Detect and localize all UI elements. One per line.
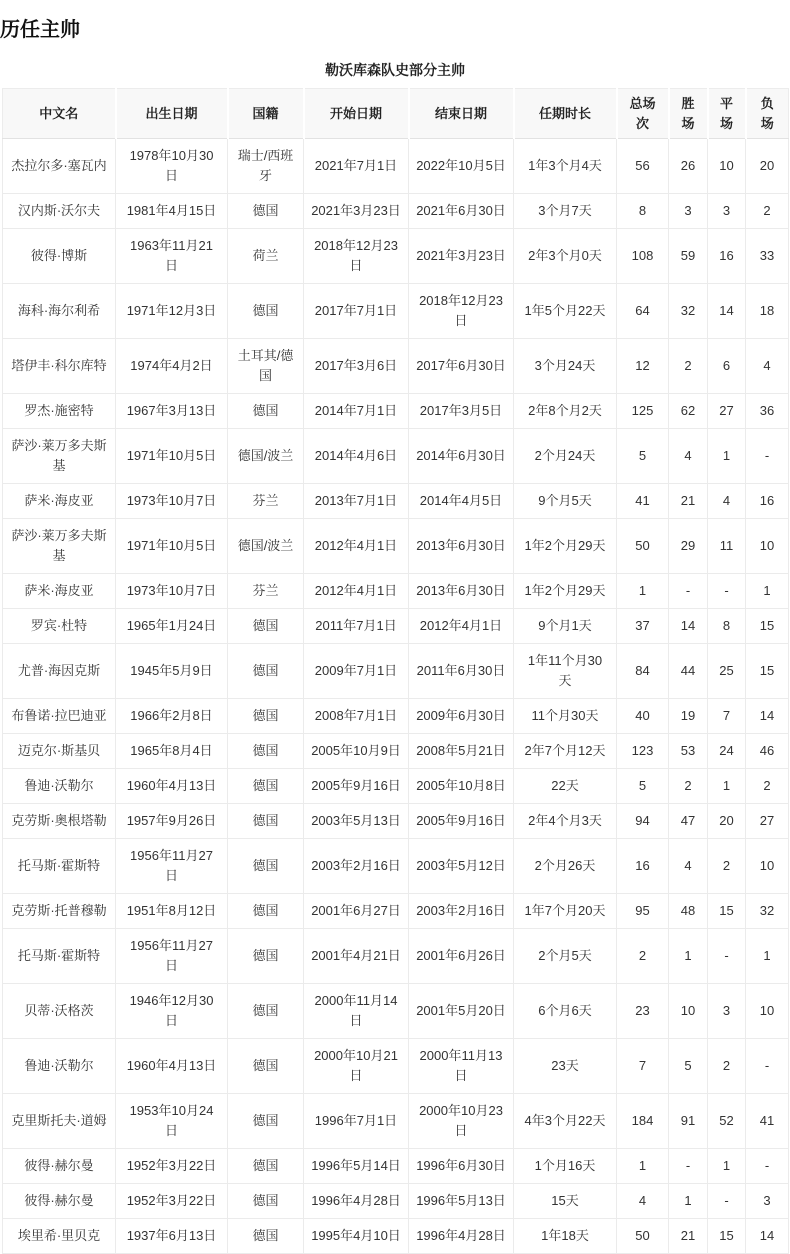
table-cell: 1963年11月21日 — [116, 229, 228, 284]
table-body — [3, 139, 789, 1254]
table-cell: 德国 — [228, 1219, 304, 1254]
table-cell: 鲁迪·沃勒尔 — [3, 1039, 116, 1094]
table-cell: 海科·海尔利希 — [3, 284, 116, 339]
table-cell: 10 — [669, 984, 708, 1039]
table-cell: 25 — [708, 644, 746, 699]
table-row — [3, 229, 789, 284]
table-cell: 1951年8月12日 — [116, 894, 228, 929]
table-cell: 2 — [669, 339, 708, 394]
table-cell: 1965年8月4日 — [116, 734, 228, 769]
table-cell: 3 — [669, 194, 708, 229]
table-cell: 布鲁诺·拉巴迪亚 — [3, 699, 116, 734]
table-cell: 2022年10月5日 — [409, 139, 514, 194]
table-cell: 6个月6天 — [514, 984, 617, 1039]
table-cell: 2013年6月30日 — [409, 574, 514, 609]
table-cell: 2011年6月30日 — [409, 644, 514, 699]
table-cell: 14 — [746, 699, 789, 734]
table-cell: 2017年6月30日 — [409, 339, 514, 394]
table-cell: 15天 — [514, 1184, 617, 1219]
table-cell: 尤普·海因克斯 — [3, 644, 116, 699]
table-cell: 1 — [746, 929, 789, 984]
table-cell: 2005年10月9日 — [304, 734, 409, 769]
table-cell: 2 — [708, 1039, 746, 1094]
table-cell: 29 — [669, 519, 708, 574]
table-cell: 1967年3月13日 — [116, 394, 228, 429]
table-cell: 7 — [617, 1039, 669, 1094]
table-cell: 克里斯托夫·道姆 — [3, 1094, 116, 1149]
table-cell: 10 — [746, 984, 789, 1039]
table-cell: 4 — [617, 1184, 669, 1219]
table-row — [3, 484, 789, 519]
table-cell: 2001年4月21日 — [304, 929, 409, 984]
table-cell: 芬兰 — [228, 484, 304, 519]
table-cell: 德国 — [228, 644, 304, 699]
table-cell: 19 — [669, 699, 708, 734]
table-cell: 14 — [746, 1219, 789, 1254]
table-row — [3, 1039, 789, 1094]
table-cell: 1937年6月13日 — [116, 1219, 228, 1254]
table-cell: 3 — [746, 1184, 789, 1219]
table-cell: 2000年10月23日 — [409, 1094, 514, 1149]
table-cell: 20 — [746, 139, 789, 194]
table-cell: 2018年12月23日 — [409, 284, 514, 339]
table-cell: 1952年3月22日 — [116, 1149, 228, 1184]
table-cell: 芬兰 — [228, 574, 304, 609]
table-cell: 1 — [708, 429, 746, 484]
table-cell: 1957年9月26日 — [116, 804, 228, 839]
table-cell: 德国 — [228, 929, 304, 984]
table-cell: 48 — [669, 894, 708, 929]
table-cell: 22天 — [514, 769, 617, 804]
table-cell: 26 — [669, 139, 708, 194]
table-cell: 荷兰 — [228, 229, 304, 284]
table-cell: 2008年5月21日 — [409, 734, 514, 769]
table-cell: 1996年7月1日 — [304, 1094, 409, 1149]
table-cell: 3个月24天 — [514, 339, 617, 394]
table-cell: 1 — [708, 1149, 746, 1184]
table-cell: 47 — [669, 804, 708, 839]
table-cell: 德国/波兰 — [228, 429, 304, 484]
table-row — [3, 734, 789, 769]
table-cell: 1973年10月7日 — [116, 484, 228, 519]
table-cell: 56 — [617, 139, 669, 194]
table-cell: 9个月1天 — [514, 609, 617, 644]
column-header: 出生日期 — [116, 89, 228, 139]
table-cell: 2 — [708, 839, 746, 894]
table-row — [3, 769, 789, 804]
table-cell: 迈克尔·斯基贝 — [3, 734, 116, 769]
table-row — [3, 139, 789, 194]
table-cell: 8 — [617, 194, 669, 229]
table-cell: 15 — [746, 609, 789, 644]
page — [0, 18, 790, 1243]
table-cell: 德国 — [228, 284, 304, 339]
table-cell: 7 — [708, 699, 746, 734]
table-cell: - — [669, 1149, 708, 1184]
table-cell: 11个月30天 — [514, 699, 617, 734]
table-cell: 1956年11月27日 — [116, 929, 228, 984]
table-cell: 6 — [708, 339, 746, 394]
table-cell: 1 — [669, 929, 708, 984]
table-cell: 41 — [617, 484, 669, 519]
table-cell: 2009年6月30日 — [409, 699, 514, 734]
table-cell: 埃里希·里贝克 — [3, 1219, 116, 1254]
table-cell: 1960年4月13日 — [116, 769, 228, 804]
table-cell: 2005年10月8日 — [409, 769, 514, 804]
table-cell: 3 — [708, 984, 746, 1039]
table-cell: 德国 — [228, 804, 304, 839]
table-cell: 2个月5天 — [514, 929, 617, 984]
table-cell: 23 — [617, 984, 669, 1039]
table-cell: 5 — [617, 769, 669, 804]
table-cell: 15 — [708, 1219, 746, 1254]
table-cell: 2001年6月27日 — [304, 894, 409, 929]
table-cell: 2014年4月5日 — [409, 484, 514, 519]
table-cell: 1996年4月28日 — [409, 1219, 514, 1254]
table-cell: 贝蒂·沃格茨 — [3, 984, 116, 1039]
table-cell: 德国 — [228, 194, 304, 229]
table-row — [3, 644, 789, 699]
table-row — [3, 984, 789, 1039]
table-cell: 23天 — [514, 1039, 617, 1094]
table-cell: 9个月5天 — [514, 484, 617, 519]
table-row — [3, 839, 789, 894]
table-cell: 11 — [708, 519, 746, 574]
table-cell: 2014年6月30日 — [409, 429, 514, 484]
table-cell: 2001年5月20日 — [409, 984, 514, 1039]
table-cell: 彼得·赫尔曼 — [3, 1149, 116, 1184]
table-cell: 2011年7月1日 — [304, 609, 409, 644]
table-cell: 萨沙·莱万多夫斯基 — [3, 429, 116, 484]
table-cell: 德国 — [228, 699, 304, 734]
table-cell: 16 — [708, 229, 746, 284]
table-cell: 108 — [617, 229, 669, 284]
column-header: 胜场 — [669, 89, 708, 139]
table-cell: 1953年10月24日 — [116, 1094, 228, 1149]
table-cell: 德国 — [228, 1184, 304, 1219]
table-row — [3, 894, 789, 929]
table-cell: 瑞士/西班牙 — [228, 139, 304, 194]
column-header: 平场 — [708, 89, 746, 139]
table-cell: 2013年6月30日 — [409, 519, 514, 574]
table-cell: 14 — [708, 284, 746, 339]
column-header: 结束日期 — [409, 89, 514, 139]
column-header: 中文名 — [3, 89, 116, 139]
table-cell: 德国 — [228, 1149, 304, 1184]
table-cell: 2021年3月23日 — [409, 229, 514, 284]
table-cell: 1 — [669, 1184, 708, 1219]
table-cell: 46 — [746, 734, 789, 769]
table-cell: 1966年2月8日 — [116, 699, 228, 734]
table-cell: 2003年2月16日 — [304, 839, 409, 894]
table-cell: 2021年3月23日 — [304, 194, 409, 229]
table-cell: 27 — [708, 394, 746, 429]
table-cell: 20 — [708, 804, 746, 839]
table-cell: 64 — [617, 284, 669, 339]
table-cell: 18 — [746, 284, 789, 339]
table-row — [3, 699, 789, 734]
table-row — [3, 519, 789, 574]
table-cell: 1996年6月30日 — [409, 1149, 514, 1184]
table-cell: 德国 — [228, 1094, 304, 1149]
table-cell: 1996年5月14日 — [304, 1149, 409, 1184]
table-cell: 彼得·博斯 — [3, 229, 116, 284]
table-cell: 2009年7月1日 — [304, 644, 409, 699]
table-cell: 2年8个月2天 — [514, 394, 617, 429]
table-cell: 32 — [669, 284, 708, 339]
table-cell: 4 — [669, 839, 708, 894]
table-cell: 2012年4月1日 — [409, 609, 514, 644]
table-cell: 15 — [746, 644, 789, 699]
table-cell: 2021年7月1日 — [304, 139, 409, 194]
table-row — [3, 1184, 789, 1219]
table-cell: - — [708, 929, 746, 984]
table-cell: 4 — [669, 429, 708, 484]
table-cell: 德国/波兰 — [228, 519, 304, 574]
table-caption: 勒沃库森队史部分主帅 — [325, 62, 465, 78]
table-cell: 1971年12月3日 — [116, 284, 228, 339]
table-cell: 1956年11月27日 — [116, 839, 228, 894]
table-cell: 1年18天 — [514, 1219, 617, 1254]
table-cell: 1952年3月22日 — [116, 1184, 228, 1219]
table-cell: 1年2个月29天 — [514, 519, 617, 574]
table-cell: 克劳斯·奥根塔勒 — [3, 804, 116, 839]
table-cell: 24 — [708, 734, 746, 769]
table-row — [3, 194, 789, 229]
column-header: 负场 — [746, 89, 789, 139]
table-cell: - — [746, 1149, 789, 1184]
table-row — [3, 804, 789, 839]
table-cell: 94 — [617, 804, 669, 839]
table-cell: 汉内斯·沃尔夫 — [3, 194, 116, 229]
table-cell: 2000年11月14日 — [304, 984, 409, 1039]
table-row — [3, 394, 789, 429]
table-cell: 罗杰·施密特 — [3, 394, 116, 429]
table-cell: 33 — [746, 229, 789, 284]
table-row — [3, 574, 789, 609]
table-cell: 2003年2月16日 — [409, 894, 514, 929]
table-cell: 2013年7月1日 — [304, 484, 409, 519]
table-cell: 2003年5月13日 — [304, 804, 409, 839]
table-cell: 1996年4月28日 — [304, 1184, 409, 1219]
table-cell: 1个月16天 — [514, 1149, 617, 1184]
table-cell: 1946年12月30日 — [116, 984, 228, 1039]
table-cell: 10 — [708, 139, 746, 194]
table-cell: 2 — [746, 194, 789, 229]
table-cell: 125 — [617, 394, 669, 429]
table-cell: 21 — [669, 1219, 708, 1254]
table-cell: 1978年10月30日 — [116, 139, 228, 194]
table-cell: - — [708, 574, 746, 609]
table-cell: - — [746, 429, 789, 484]
table-cell: 123 — [617, 734, 669, 769]
table-cell: 91 — [669, 1094, 708, 1149]
table-cell: 2001年6月26日 — [409, 929, 514, 984]
table-cell: 土耳其/德国 — [228, 339, 304, 394]
table-cell: 184 — [617, 1094, 669, 1149]
column-header: 开始日期 — [304, 89, 409, 139]
table-cell: 2年4个月3天 — [514, 804, 617, 839]
table-row — [3, 1094, 789, 1149]
table-cell: 12 — [617, 339, 669, 394]
table-cell: - — [746, 1039, 789, 1094]
table-cell: 1年5个月22天 — [514, 284, 617, 339]
table-cell: 德国 — [228, 1039, 304, 1094]
table-cell: 50 — [617, 1219, 669, 1254]
table-cell: 萨米·海皮亚 — [3, 574, 116, 609]
table-cell: 1945年5月9日 — [116, 644, 228, 699]
table-cell: 10 — [746, 519, 789, 574]
table-cell: 2个月26天 — [514, 839, 617, 894]
table-cell: 2018年12月23日 — [304, 229, 409, 284]
table-cell: 2012年4月1日 — [304, 519, 409, 574]
table-cell: 2005年9月16日 — [304, 769, 409, 804]
table-cell: 1971年10月5日 — [116, 519, 228, 574]
table-cell: 27 — [746, 804, 789, 839]
table-cell: 彼得·赫尔曼 — [3, 1184, 116, 1219]
table-cell: 2 — [617, 929, 669, 984]
table-cell: 41 — [746, 1094, 789, 1149]
table-cell: 2014年4月6日 — [304, 429, 409, 484]
table-cell: 德国 — [228, 984, 304, 1039]
table-cell: 59 — [669, 229, 708, 284]
table-cell: 1年7个月20天 — [514, 894, 617, 929]
table-cell: 德国 — [228, 894, 304, 929]
table-cell: 德国 — [228, 394, 304, 429]
table-cell: 95 — [617, 894, 669, 929]
table-cell: 2017年3月6日 — [304, 339, 409, 394]
table-cell: 1年2个月29天 — [514, 574, 617, 609]
table-cell: 杰拉尔多·塞瓦内 — [3, 139, 116, 194]
table-cell: 2 — [746, 769, 789, 804]
table-cell: 德国 — [228, 839, 304, 894]
table-cell: 5 — [669, 1039, 708, 1094]
table-cell: 1 — [746, 574, 789, 609]
table-cell: - — [708, 1184, 746, 1219]
table-cell: 3个月7天 — [514, 194, 617, 229]
coach-history-table — [2, 88, 789, 1254]
table-cell: 50 — [617, 519, 669, 574]
table-cell: 1年3个月4天 — [514, 139, 617, 194]
table-cell: 1974年4月2日 — [116, 339, 228, 394]
table-cell: 德国 — [228, 734, 304, 769]
table-cell: 塔伊丰·科尔库特 — [3, 339, 116, 394]
table-cell: 1996年5月13日 — [409, 1184, 514, 1219]
table-cell: 37 — [617, 609, 669, 644]
table-cell: 2000年11月13日 — [409, 1039, 514, 1094]
table-cell: 1 — [617, 1149, 669, 1184]
table-cell: 1965年1月24日 — [116, 609, 228, 644]
table-cell: 16 — [746, 484, 789, 519]
table-row — [3, 339, 789, 394]
table-row — [3, 1219, 789, 1254]
table-cell: 36 — [746, 394, 789, 429]
table-cell: 32 — [746, 894, 789, 929]
table-cell: 16 — [617, 839, 669, 894]
table-row — [3, 929, 789, 984]
table-cell: 克劳斯·托普穆勒 — [3, 894, 116, 929]
table-cell: 萨米·海皮亚 — [3, 484, 116, 519]
table-cell: - — [669, 574, 708, 609]
table-cell: 5 — [617, 429, 669, 484]
table-cell: 1981年4月15日 — [116, 194, 228, 229]
table-cell: 1971年10月5日 — [116, 429, 228, 484]
table-cell: 托马斯·霍斯特 — [3, 839, 116, 894]
table-row — [3, 284, 789, 339]
table-cell: 53 — [669, 734, 708, 769]
table-cell: 1 — [708, 769, 746, 804]
table-row — [3, 609, 789, 644]
table-cell: 德国 — [228, 769, 304, 804]
column-header: 总场次 — [617, 89, 669, 139]
table-cell: 托马斯·霍斯特 — [3, 929, 116, 984]
table-cell: 8 — [708, 609, 746, 644]
table-cell: 4年3个月22天 — [514, 1094, 617, 1149]
table-cell: 2014年7月1日 — [304, 394, 409, 429]
table-cell: 62 — [669, 394, 708, 429]
table-cell: 4 — [708, 484, 746, 519]
table-cell: 1960年4月13日 — [116, 1039, 228, 1094]
table-cell: 2017年7月1日 — [304, 284, 409, 339]
table-cell: 萨沙·莱万多夫斯基 — [3, 519, 116, 574]
table-cell: 10 — [746, 839, 789, 894]
table-cell: 罗宾·杜特 — [3, 609, 116, 644]
table-cell: 2年3个月0天 — [514, 229, 617, 284]
table-row — [3, 1149, 789, 1184]
table-cell: 4 — [746, 339, 789, 394]
table-cell: 德国 — [228, 609, 304, 644]
table-cell: 15 — [708, 894, 746, 929]
table-cell: 2个月24天 — [514, 429, 617, 484]
table-cell: 40 — [617, 699, 669, 734]
table-cell: 2017年3月5日 — [409, 394, 514, 429]
table-cell: 2008年7月1日 — [304, 699, 409, 734]
column-header: 任期时长 — [514, 89, 617, 139]
table-header-row — [3, 89, 789, 139]
table-cell: 鲁迪·沃勒尔 — [3, 769, 116, 804]
table-cell: 14 — [669, 609, 708, 644]
table-cell: 2003年5月12日 — [409, 839, 514, 894]
table-cell: 52 — [708, 1094, 746, 1149]
table-cell: 2000年10月21日 — [304, 1039, 409, 1094]
table-cell: 1995年4月10日 — [304, 1219, 409, 1254]
table-cell: 1 — [617, 574, 669, 609]
column-header: 国籍 — [228, 89, 304, 139]
table-cell: 84 — [617, 644, 669, 699]
table-cell: 1年11个月30天 — [514, 644, 617, 699]
table-row — [3, 429, 789, 484]
table-cell: 2 — [669, 769, 708, 804]
table-cell: 2005年9月16日 — [409, 804, 514, 839]
table-cell: 3 — [708, 194, 746, 229]
table-cell: 44 — [669, 644, 708, 699]
table-cell: 2012年4月1日 — [304, 574, 409, 609]
table-cell: 21 — [669, 484, 708, 519]
table-cell: 1973年10月7日 — [116, 574, 228, 609]
table-cell: 2年7个月12天 — [514, 734, 617, 769]
page-title: 历任主帅 — [0, 19, 80, 41]
table-cell: 2021年6月30日 — [409, 194, 514, 229]
